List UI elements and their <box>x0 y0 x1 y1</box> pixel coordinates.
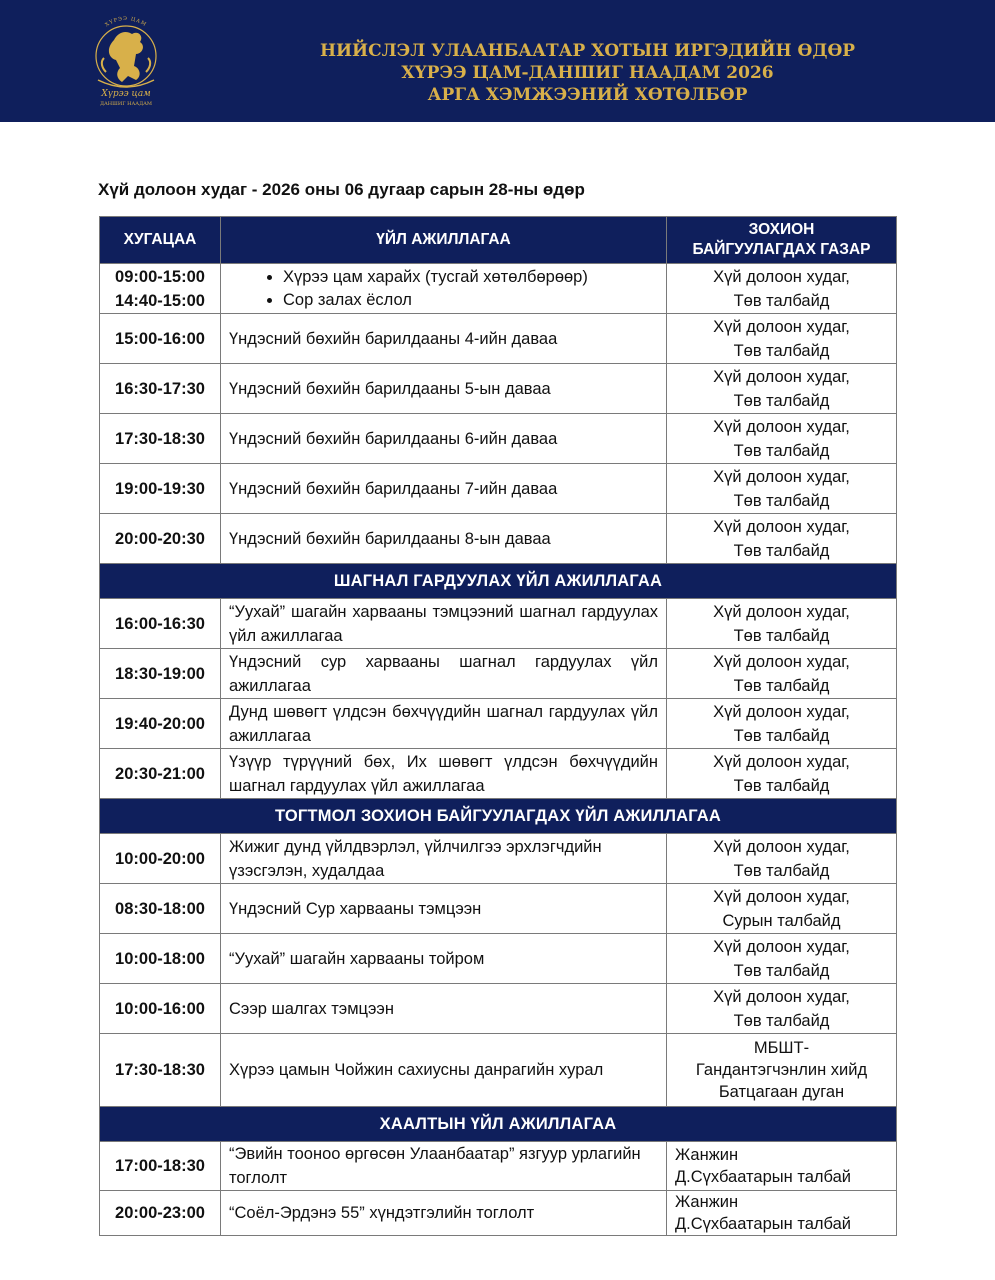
location-line: Д.Сүхбаатарын талбай <box>675 1168 851 1186</box>
time-cell: 17:00-18:30 <box>100 1142 221 1191</box>
time-cell: 20:00-20:30 <box>100 514 221 564</box>
location-cell <box>667 464 897 514</box>
section-title-awards: ШАГНАЛ ГАРДУУЛАХ ҮЙЛ АЖИЛЛАГАА <box>100 564 897 599</box>
location-line: Төв талбайд <box>733 291 830 310</box>
time-cell: 20:30-21:00 <box>100 749 221 799</box>
table-row <box>100 1142 897 1191</box>
time-cell: 17:30-18:30 <box>100 414 221 464</box>
banner-title <box>190 40 985 106</box>
location-line: Хүй долоон худаг, <box>713 837 850 856</box>
location-line: Төв талбайд <box>733 341 830 360</box>
location-cell <box>667 649 897 699</box>
table-row <box>100 1034 897 1107</box>
time-cell: 16:00-16:30 <box>100 599 221 649</box>
table-row <box>100 749 897 799</box>
list-item: • Сор залах ёслол <box>283 289 666 312</box>
location-line: Төв талбайд <box>733 391 830 410</box>
activity-cell <box>221 264 667 314</box>
logo-subtitle: ДАНШИГ НААДАМ <box>99 101 153 107</box>
location-line: Хүй долоон худаг, <box>713 417 850 436</box>
activity-cell: Сээр шалгах тэмцээн <box>221 984 667 1034</box>
location-line: Жанжин <box>675 1193 739 1211</box>
time-cell: 19:40-20:00 <box>100 699 221 749</box>
schedule-table <box>99 216 897 1236</box>
location-line: Төв талбайд <box>733 861 830 880</box>
activity-cell: “Уухай” шагайн харвааны тэмцээний шагнал гардуулах үйл ажиллагаа <box>221 599 667 649</box>
location-line: Хүй долоон худаг, <box>713 702 850 721</box>
location-line: Хүй долоон худаг, <box>713 367 850 386</box>
time-cell: 08:30-18:00 <box>100 884 221 934</box>
location-line: Сурын талбайд <box>722 911 841 930</box>
table-row <box>100 464 897 514</box>
column-header-location-line-2: БАЙГУУЛАГДАХ ГАЗАР <box>692 241 871 258</box>
location-cell <box>667 599 897 649</box>
location-line: Төв талбайд <box>733 726 830 745</box>
time-cell: 17:30-18:30 <box>100 1034 221 1107</box>
time-cell: 15:00-16:00 <box>100 314 221 364</box>
section-header-row <box>100 564 897 599</box>
table-header-row <box>100 217 897 264</box>
time-cell: 18:30-19:00 <box>100 649 221 699</box>
location-line: Хүй долоон худаг, <box>713 652 850 671</box>
section-title-closing: ХААЛТЫН ҮЙЛ АЖИЛЛАГАА <box>100 1107 897 1142</box>
location-line: Хүй долоон худаг, <box>713 937 850 956</box>
location-cell <box>667 934 897 984</box>
table-row <box>100 1191 897 1236</box>
location-cell <box>667 834 897 884</box>
activity-cell: Үндэсний бөхийн барилдааны 7-ийн даваа <box>221 464 667 514</box>
column-header-activity: ҮЙЛ АЖИЛЛАГАА <box>221 217 667 264</box>
location-line: Хүй долоон худаг, <box>713 467 850 486</box>
time-cell: 10:00-20:00 <box>100 834 221 884</box>
activity-cell: Дунд шөвөгт үлдсэн бөхчүүдийн шагнал гардуулах үйл ажиллагаа <box>221 699 667 749</box>
time-cell: 16:30-17:30 <box>100 364 221 414</box>
location-cell <box>667 884 897 934</box>
activity-cell: Үндэсний Сур харвааны тэмцээн <box>221 884 667 934</box>
location-line: Жанжин <box>675 1146 739 1164</box>
time-cell <box>100 264 221 314</box>
location-line: Төв талбайд <box>733 491 830 510</box>
location-cell <box>667 314 897 364</box>
khuree-tsam-logo <box>76 10 176 110</box>
location-cell <box>667 414 897 464</box>
page-subtitle: Хүй долоон худаг - 2026 оны 06 дугаар сарын 28-ны өдөр <box>98 180 585 199</box>
activity-cell: Үндэсний сур харвааны шагнал гардуулах үйл ажиллагаа <box>221 649 667 699</box>
location-cell <box>667 264 897 314</box>
location-line: Батцагаан дуган <box>718 1083 845 1101</box>
column-header-location-line-1: ЗОХИОН <box>748 221 815 238</box>
location-line: Төв талбайд <box>733 676 830 695</box>
table-row <box>100 314 897 364</box>
time-line-2: 14:40-15:00 <box>115 291 205 310</box>
location-cell <box>667 1034 897 1107</box>
section-title-ongoing: ТОГТМОЛ ЗОХИОН БАЙГУУЛАГДАХ ҮЙЛ АЖИЛЛАГАА <box>100 799 897 834</box>
section-header-row <box>100 1107 897 1142</box>
banner-line-3: АРГА ХЭМЖЭЭНИЙ ХӨТӨЛБӨР <box>427 85 748 105</box>
table-row <box>100 599 897 649</box>
activity-cell: Үндэсний бөхийн барилдааны 6-ийн даваа <box>221 414 667 464</box>
location-cell <box>667 1142 897 1191</box>
activity-cell: “Соёл-Эрдэнэ 55” хүндэтгэлийн тоглолт <box>221 1191 667 1236</box>
table-row <box>100 264 897 314</box>
location-line: Д.Сүхбаатарын талбай <box>675 1215 851 1233</box>
location-line: МБШТ- <box>753 1039 810 1057</box>
location-cell <box>667 514 897 564</box>
location-cell <box>667 364 897 414</box>
banner-line-2: ХҮРЭЭ ЦАМ-ДАНШИГ НААДАМ 2026 <box>401 63 774 83</box>
table-row <box>100 834 897 884</box>
location-line: Хүй долоон худаг, <box>713 267 850 286</box>
location-line: Хүй долоон худаг, <box>713 987 850 1006</box>
location-line: Төв талбайд <box>733 441 830 460</box>
table-row <box>100 649 897 699</box>
activity-cell: “Уухай” шагайн харвааны тойром <box>221 934 667 984</box>
location-line: Хүй долоон худаг, <box>713 602 850 621</box>
time-line-1: 09:00-15:00 <box>115 267 205 286</box>
list-item: • Хүрээ цам харайх (тусгай хөтөлбөрөөр) <box>283 266 666 289</box>
logo-name: Хүрээ цам <box>101 89 151 99</box>
activity-cell: Үндэсний бөхийн барилдааны 5-ын даваа <box>221 364 667 414</box>
location-line: Хүй долоон худаг, <box>713 517 850 536</box>
section-header-row <box>100 799 897 834</box>
location-line: Төв талбайд <box>733 626 830 645</box>
time-cell: 10:00-16:00 <box>100 984 221 1034</box>
column-header-time: ХУГАЦАА <box>100 217 221 264</box>
location-line: Төв талбайд <box>733 541 830 560</box>
location-cell <box>667 1191 897 1236</box>
table-row <box>100 984 897 1034</box>
table-row <box>100 699 897 749</box>
location-line: Төв талбайд <box>733 1011 830 1030</box>
header-banner <box>0 0 995 122</box>
location-cell <box>667 984 897 1034</box>
activity-cell: Үндэсний бөхийн барилдааны 4-ийн даваа <box>221 314 667 364</box>
table-row <box>100 514 897 564</box>
location-line: Төв талбайд <box>733 961 830 980</box>
time-cell: 10:00-18:00 <box>100 934 221 984</box>
activity-cell: “Эвийн тооноо өргөсөн Улаанбаатар” язгуур урлагийн тоглолт <box>221 1142 667 1191</box>
activity-cell: Жижиг дунд үйлдвэрлэл, үйлчилгээ эрхлэгчдийн үзэсгэлэн, худалдаа <box>221 834 667 884</box>
activity-bullet-list <box>221 266 666 312</box>
location-line: Гандантэгчэнлин хийд <box>695 1061 868 1079</box>
time-cell: 19:00-19:30 <box>100 464 221 514</box>
location-line: Хүй долоон худаг, <box>713 317 850 336</box>
location-cell <box>667 699 897 749</box>
location-line: Хүй долоон худаг, <box>713 887 850 906</box>
activity-cell: Үндэсний бөхийн барилдааны 8-ын даваа <box>221 514 667 564</box>
banner-line-1: НИЙСЛЭЛ УЛААНБААТАР ХОТЫН ИРГЭДИЙН ӨДӨР <box>319 41 856 61</box>
logo-top-text: ХҮРЭЭ ЦАМ <box>104 15 148 29</box>
time-cell: 20:00-23:00 <box>100 1191 221 1236</box>
table-row <box>100 414 897 464</box>
activity-cell: Хүрээ цамын Чойжин сахиусны данрагийн хурал <box>221 1034 667 1107</box>
location-line: Хүй долоон худаг, <box>713 752 850 771</box>
location-cell <box>667 749 897 799</box>
table-row <box>100 884 897 934</box>
location-line: Төв талбайд <box>733 776 830 795</box>
activity-cell: Үзүүр түрүүний бөх, Их шөвөгт үлдсэн бөхчүүдийн шагнал гардуулах үйл ажиллагаа <box>221 749 667 799</box>
table-row <box>100 934 897 984</box>
column-header-location <box>667 217 897 264</box>
table-row <box>100 364 897 414</box>
